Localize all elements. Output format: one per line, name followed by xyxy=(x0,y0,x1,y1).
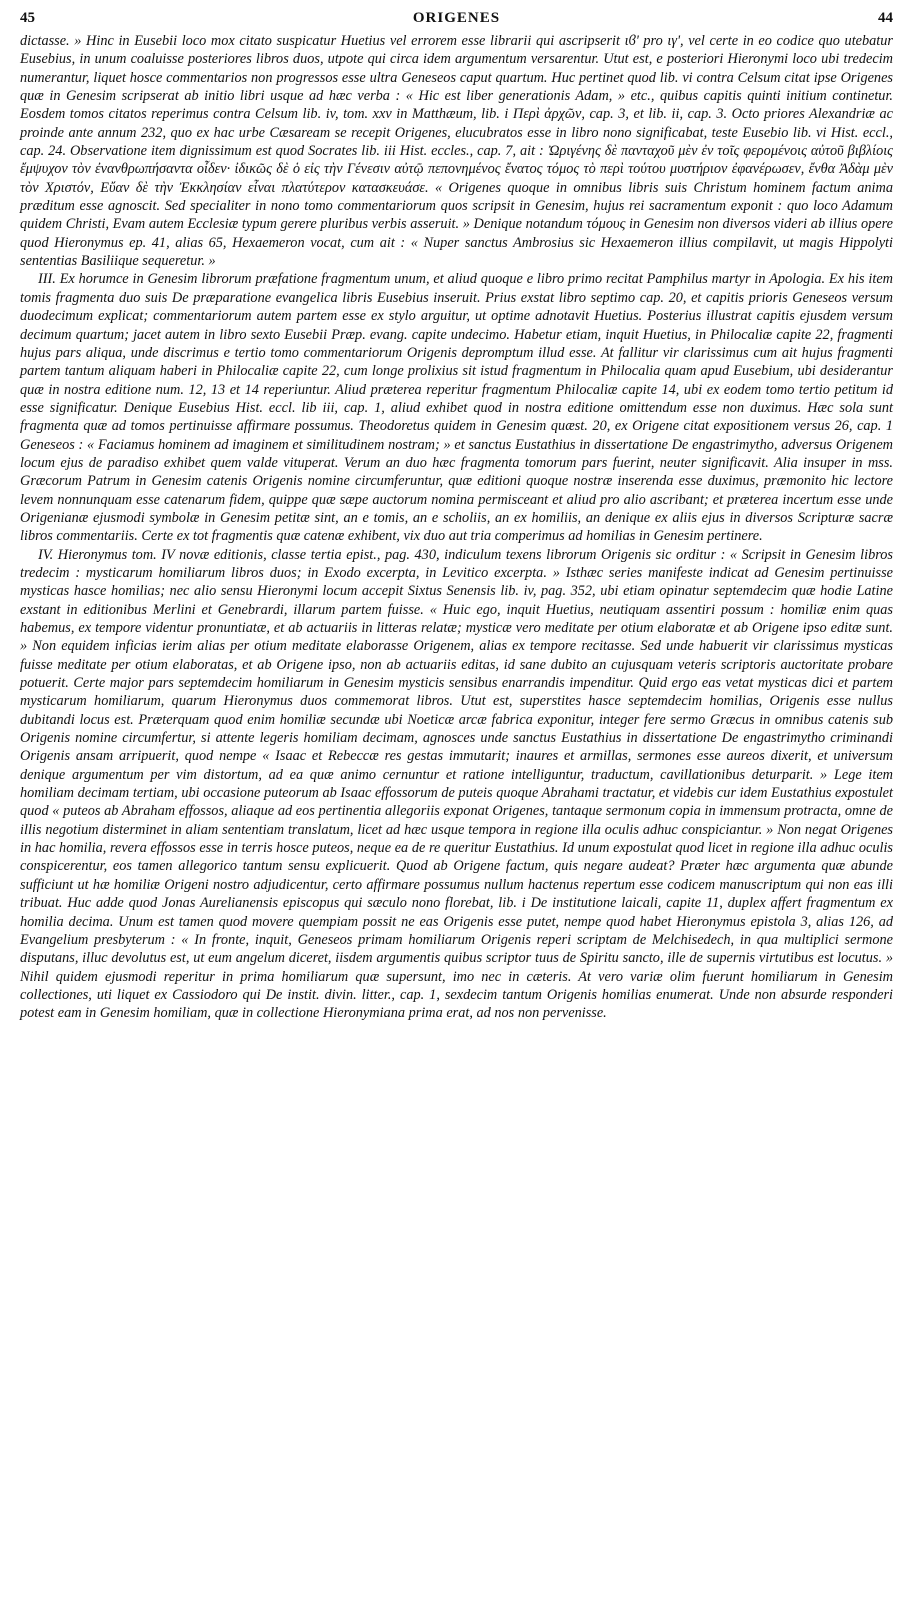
page-number-right: 44 xyxy=(878,10,893,26)
running-title: ORIGENES xyxy=(412,10,501,26)
body-text xyxy=(20,32,893,1023)
paragraph-section-iv: IV. Hieronymus tom. IV novæ editionis, classe tertia epist., pag. 430, indiculum texens librorum Origenis sic orditur : « Scripsit in Genesim libros tredecim : mysticarum homiliarum libros duos; in Exodo excerpta, in Levitico excerpta. » Isthæc series manifeste indicat ad Genesim pertinuisse mysticas hasce homilias; nec alio sensu Hieronymi locum accepit Sixtus Senensis lib. iv, pag. 352, ubi etiam opinatur septemdecim quæ hodie Latine exstant in editionibus Merlini et Genebrardi, illarum partem fuisse. « Huic ego, inquit Huetius, neutiquam assentiri possum : homiliæ enim quas habemus, ex tempore videntur pronuntiatæ, et ab actuariis in litteras relatæ; mysticæ vero meditate per otium elaboratæ et ab Origene ipso editæ sunt. » Non equidem inficias ierim alias per otium meditate elaborasse Origenem, alias ex tempore recitasse. Sed unde habuerit vir clarissimus mysticas fuisse meditate per otium elaboratas, et ab Origene ipso, non ab actuariis editas, id sane dubito an cujusquam veteris scriptoris auctoritate probare potuerit. Certe major pars septemdecim homiliarum in Genesim mysticis sensibus enarrandis impenditur. Quid ergo eas vetat mysticas dici et partem mysticarum homiliarum, quarum Hieronymus duos commemorat libros. Utut est, superstites hasce septemdecim homilias, Origenis esse nullus dubitandi locus est. Præterquam quod enim homiliæ secundæ ubi Noeticæ arcæ fabrica exponitur, integer fere sermo Græcus in omnibus catenis sub Origenis nomine circumfertur, si attente legeris homiliam decimam, agnosces unde sanctus Eustathius in dissertatione De engastrimytho criminandi Origenis ansam arripuerit, quod nempe « Isaac et Rebeccæ res gestas immutarit; inaures et armillas, sermones esse aureos dixerit, et universum denique argumentum per vim distortum, ad ea quæ animo cernuntur et ratione intelliguntur, traductum, cavillationibus deturparit. » Lege item homiliam decimam tertiam, ubi occasione puteorum ab Isaac effossorum de puteis quoque Abrahami tractatur, et videbis cur idem Eustathius expostulet quod « puteos ab Abraham effossos, aliaque ad eos pertinentia allegoriis exponat Origenes, tantaque sermonum copia in immensum protracta, omne de illis negotium disterminet in aliam sententiam translatum, licet ad hæc usque tempora in regione illa oculis adhuc conspiciantur. » Non negat Origenes in hac homilia, revera effossos esse in terris hosce puteos, neque ea de re queritur Eustathius. Id unum expostulat quod licet in regione illa adhuc oculis conspicerentur, eos tamen allegorico tantum sensu explicuerit. Quod ab Origene factum, quis negare audeat? Præter hæc argumenta quæ abunde sufficiunt ut hæ homiliæ Origeni nostro adjudicentur, certo affirmare possumus nullum hactenus repertum esse codicem manuscriptum qui non eas illi tribuat. Huc adde quod Jonas Aurelianensis episcopus qui sæculo nono florebat, lib. i De institutione laicali, capite 11, duplex affert fragmentum ex homilia decima. Unum est tamen quod movere quempiam possit ne eas Origenis esse putet, nempe quod habet Hieronymus epistola 3, alias 126, ad Evangelium presbyterum : « In fronte, inquit, Geneseos primam homiliarum Origenis reperi scriptam de Melchisedech, in qua multiplici sermone disputans, illuc devolutus est, ut eum angelum diceret, iisdem argumentis quibus scriptor tuus de Spiritu sancto, ille de supernis virtutibus est locutus. » Nihil quidem ejusmodi reperitur in prima homiliarum quæ supersunt, imo nec in cæteris. At vero variæ olim fuerunt homiliarum in Genesim collectiones, uti liquet ex Cassiodoro qui De instit. divin. litter., cap. 1, sexdecim tantum Origenis homilias enumerat. Unde non absurde responderi potest eam in Genesim homiliam, quæ in collectione Hieronymiana prima erat, ad nos non pervenisse. xyxy=(20,546,893,1022)
page-number-left: 45 xyxy=(20,10,35,26)
running-head xyxy=(20,10,893,32)
page xyxy=(20,10,893,1023)
paragraph-section-iii: III. Ex horumce in Genesim librorum præfatione fragmentum unum, et aliud quoque e libro primo recitat Pamphilus martyr in Apologia. Ex his item tomis fragmenta duo suis De præparatione evangelica libris Eusebius inseruit. Prius exstat libro septimo cap. 20, et capitis prioris Geneseos versum duodecimum explicat; commentariorum autem partem esse ex stylo arguitur, ut optime adnotavit Huetius. Posterius illustrat capitis ejusdem versum decimum quartum; jacet autem in libro sexto Eusebii Præp. evang. capite undecimo. Habetur etiam, inquit Huetius, in Philocaliæ capite 22, fragmenti hujus pars aliqua, unde discrimus e tertio tomo commentariorum Origenis depromptum illud esse. At fallitur vir clarissimus cum ait hujus fragmenti partem tantum aliquam haberi in Philocaliæ capite 22, cum longe prolixius sit istud fragmentum in Philocalia quam apud Eusebium, ubi desiderantur quæ in nostra editione num. 12, 13 et 14 reperiuntur. Aliud præterea reperitur fragmentum Philocaliæ capite 14, ubi ex eodem tomo tertio petitum id esse significatur. Denique Eusebius Hist. eccl. lib iii, cap. 1, aliud exhibet quod in nostra editione omittendum esse non duximus. Hæc sola sunt fragmenta quæ ad tomos pertinuisse affirmare possumus. Theodoretus quidem in Genesim quæst. 20, ex Origene citat expositionem versus 26, cap. 1 Geneseos : « Faciamus hominem ad imaginem et similitudinem nostram; » et sanctus Eustathius in dissertatione De engastrimytho, adversus Origenem locum ejus de paradiso exhibet quem valde vituperat. Verum an duo hæc fragmenta tomorum pars fuerint, neuter significavit. Alia insuper in mss. Græcorum Patrum in Genesim catenis Origenis nomine circumferuntur, quæ editioni quoque nostræ inserenda esse duximus, præmonito hic lectore levem nonnunquam esse catenarum fidem, quippe quæ sæpe auctorum nomina permisceant et aliud pro alio ascribant; et præterea incertum esse unde Origenianæ ejusmodi symbolæ in Genesim petitæ sint, an e tomis, an e scholiis, an ex homiliis, an denique ex aliis ejus in diversos Scripturæ sacræ libros commentariis. Certe ex tot fragmentis quæ catenæ exhibent, vix duo aut tria comperimus ad homilias in Genesim pertinere. xyxy=(20,271,893,545)
paragraph-continuation: dictasse. » Hinc in Eusebii loco mox citato suspicatur Huetius vel errorem esse librarii qui ascripserit ιϐ' pro ιγ', vel certe in eo codice quo utebatur Eusebius, in unum coaluisse posteriores libros duos, utpote qui circa idem argumentum versarentur. Utut est, e posteriori Hieronymi loco ubi tredecim numerantur, liquet hosce commentarios non progressos esse ultra Geneseos caput quartum. Huc pertinet quod lib. vi contra Celsum citat ipse Origenes quæ in Genesim scripserat ab initio libri usque ad hæc verba : « Hic est liber generationis Adam, » etc., quibus capitis quinti initium continetur. Eosdem tomos citatos reperimus contra Celsum lib. iv, tom. xxv in Matthæum, lib. i Περὶ ἀρχῶν, cap. 3, et lib. ii, cap. 3. Octo priores Alexandriæ ac proinde ante annum 232, quo ex hac urbe Cæsaream se recepit Origenes, elucubratos esse in libro nono significabat, teste Eusebio lib. vi Hist. eccl., cap. 24. Observatione item dignissimum est quod Socrates lib. iii Hist. eccles., cap. 7, ait : Ὠριγένης δὲ πανταχοῦ μὲν ἐν τοῖς φερομένοις αὐτοῦ βιβλίοις ἔμψυχον τὸν ἐνανθρωπήσαντα οἶδεν· ἰδικῶς δὲ ὁ εἰς τὴν Γένεσιν αὐτῷ πεπονημένος ἔνατος τόμος τὸ περὶ τούτου μυστήριον ἐφανέρωσεν, ἔνθα Ἀδὰμ μὲν τὸν Χριστόν, Εὔαν δὲ τὴν Ἐκκλησίαν εἶναι πλατύτερον κατασκευάσε. « Origenes quoque in omnibus libris suis Christum hominem factum anima præditum esse agnoscit. Sed specialiter in nono tomo commentariorum quos scripsit in Genesim, hujus rei sacramentum exponit : quo loco Adamum quidem Christi, Evam autem Ecclesiæ typum gerere pluribus verbis asseruit. » Denique notandum τόμους in Genesim non diversos videri ab illius opere quod Hieronymus ep. 41, alias 65, Hexaemeron vocat, cum ait : « Nuper sanctus Ambrosius sic Hexaemeron illius compilavit, ut magis Hippolyti sententias Basiliique sequeretur. » xyxy=(20,33,893,270)
